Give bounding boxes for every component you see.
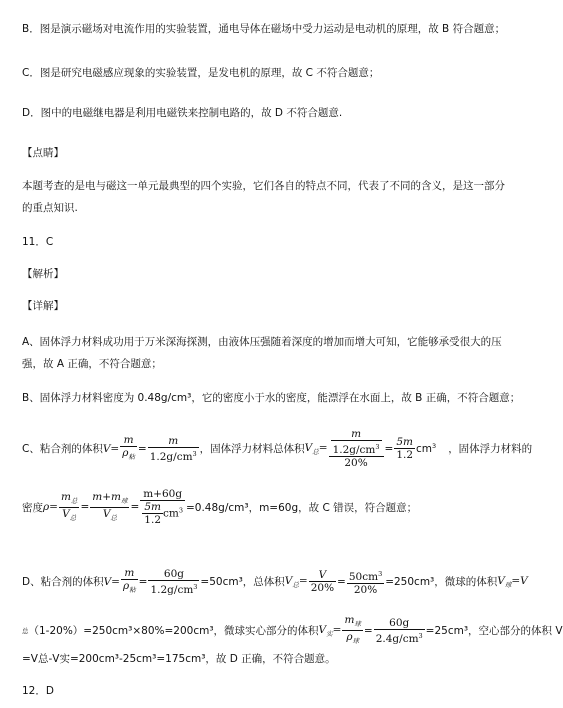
fraction-5m-over-1-2: $\frac{5m}{1.2}$ [396,436,414,461]
density-post: =0.48g/cm³，m=60g，故 C 错误，符合题意； [185,501,418,514]
question-11-answer: 11．C [22,236,54,248]
fraction-m-over-rho: $\frac{m}{\rho_粘}$ [122,434,135,461]
dianjing-heading: 【点睛】 [22,147,64,159]
v-symbol: V= [102,442,120,455]
d-line-3: （1-20%）=250cm³×80%=200cm³，微球实心部分的体积 [28,625,319,637]
c-post: ，固体浮力材料的 [448,443,533,455]
fraction-m-over-density: $\frac{m}{1.2g/cm^3}$ [149,434,197,463]
summary-line-2: 的重点知识. [22,202,78,214]
summary-line-1: 本题考查的是电与磁这一单元最典型的四个实验，它们各自的特点不同，代表了不同的含义，是这一部分 [22,180,505,192]
option-d-formula-line-2: 总 （1-20%）=250cm³×80%=200cm³，微球实心部分的体积 $V_实=$ $\frac{m_球}{\rho_球}$ = $\frac{60g}{2.4g/cm^3}$ =25cm³，空心部分的体积 V [22,614,563,645]
question-12-answer: 12．D [22,685,54,697]
c-middle: ，固体浮力材料总体积 [199,443,305,455]
fraction-density-value: m+60g $\frac{5m}{1.2}$ $cm^3$ [140,488,185,526]
d-mid-1: =50cm³，总体积 [200,576,285,588]
option-b2-explanation: B、固体浮力材料密度为 0.48g/cm³，它的密度小于水的密度，能漂浮在水面上，故 B 正确，不符合题意； [22,392,521,404]
option-a-line-1: A、固体浮力材料成功用于万米深海探测，由液体压强随着深度的增加而增大可知，它能够承受很大的压 [22,336,502,348]
option-c-explanation: C．图是研究电磁感应现象的实验装置，是发电机的原理，故 C 不符合题意； [22,67,380,79]
c-prefix: C、粘合剂的体积 [22,443,103,455]
option-c-formula-line: C、粘合剂的体积 V= $\frac{m}{\rho_粘}$ = $\frac{m}{1.2g/cm^3}$ ，固体浮力材料总体积 $V_总=$ $\frac{\frac{m}{1.2g/cm^3}}{20\%}$ = $\frac{5m}{1.2}$ $cm^3$ ，固体浮力材料的 [22,428,533,469]
option-d-result: =V总-V实=200cm³-25cm³=175cm³，故 D 正确，不符合题意。 [22,653,336,665]
option-a-line-2: 强，故 A 正确，不符合题意； [22,358,162,370]
density-formula-line: 密度 ρ= $\frac{m_总}{V_总}$ = $\frac{m+m_球}{V_总}$ = m+60g $\frac{5m}{1.2}$ $cm^3$ =0.48g/cm³，m=60g，故 C 错误，符合题意； [22,488,418,526]
fraction-total-volume: $\frac{\frac{m}{1.2g/cm^3}}{20\%}$ [329,428,384,469]
d-post-3: =25cm³，空心部分的体积 V [425,625,563,637]
xiangjie-heading: 【详解】 [22,300,64,312]
d-mid-2: =250cm³，微球的体积 [385,576,498,588]
option-b-explanation: B．图是演示磁场对电流作用的实验装置，通电导体在磁场中受力运动是电动机的原理，故 B 符合题意； [22,23,506,35]
option-d-formula-line-1: D、粘合剂的体积 V= $\frac{m}{\rho_粘}$ = $\frac{60g}{1.2g/cm^3}$ =50cm³，总体积 $V_总=$ $\frac{V}{20\%}$ = $\frac{50cm^3}{20\%}$ =250cm³，微球的体积 $V_球=V$ [22,567,528,596]
jiexi-heading: 【解析】 [22,268,64,280]
d-prefix: D、粘合剂的体积 [22,576,104,588]
option-d-explanation: D．图中的电磁继电器是利用电磁铁来控制电路的，故 D 不符合题意. [22,107,343,119]
density-prefix: 密度 [22,501,43,514]
